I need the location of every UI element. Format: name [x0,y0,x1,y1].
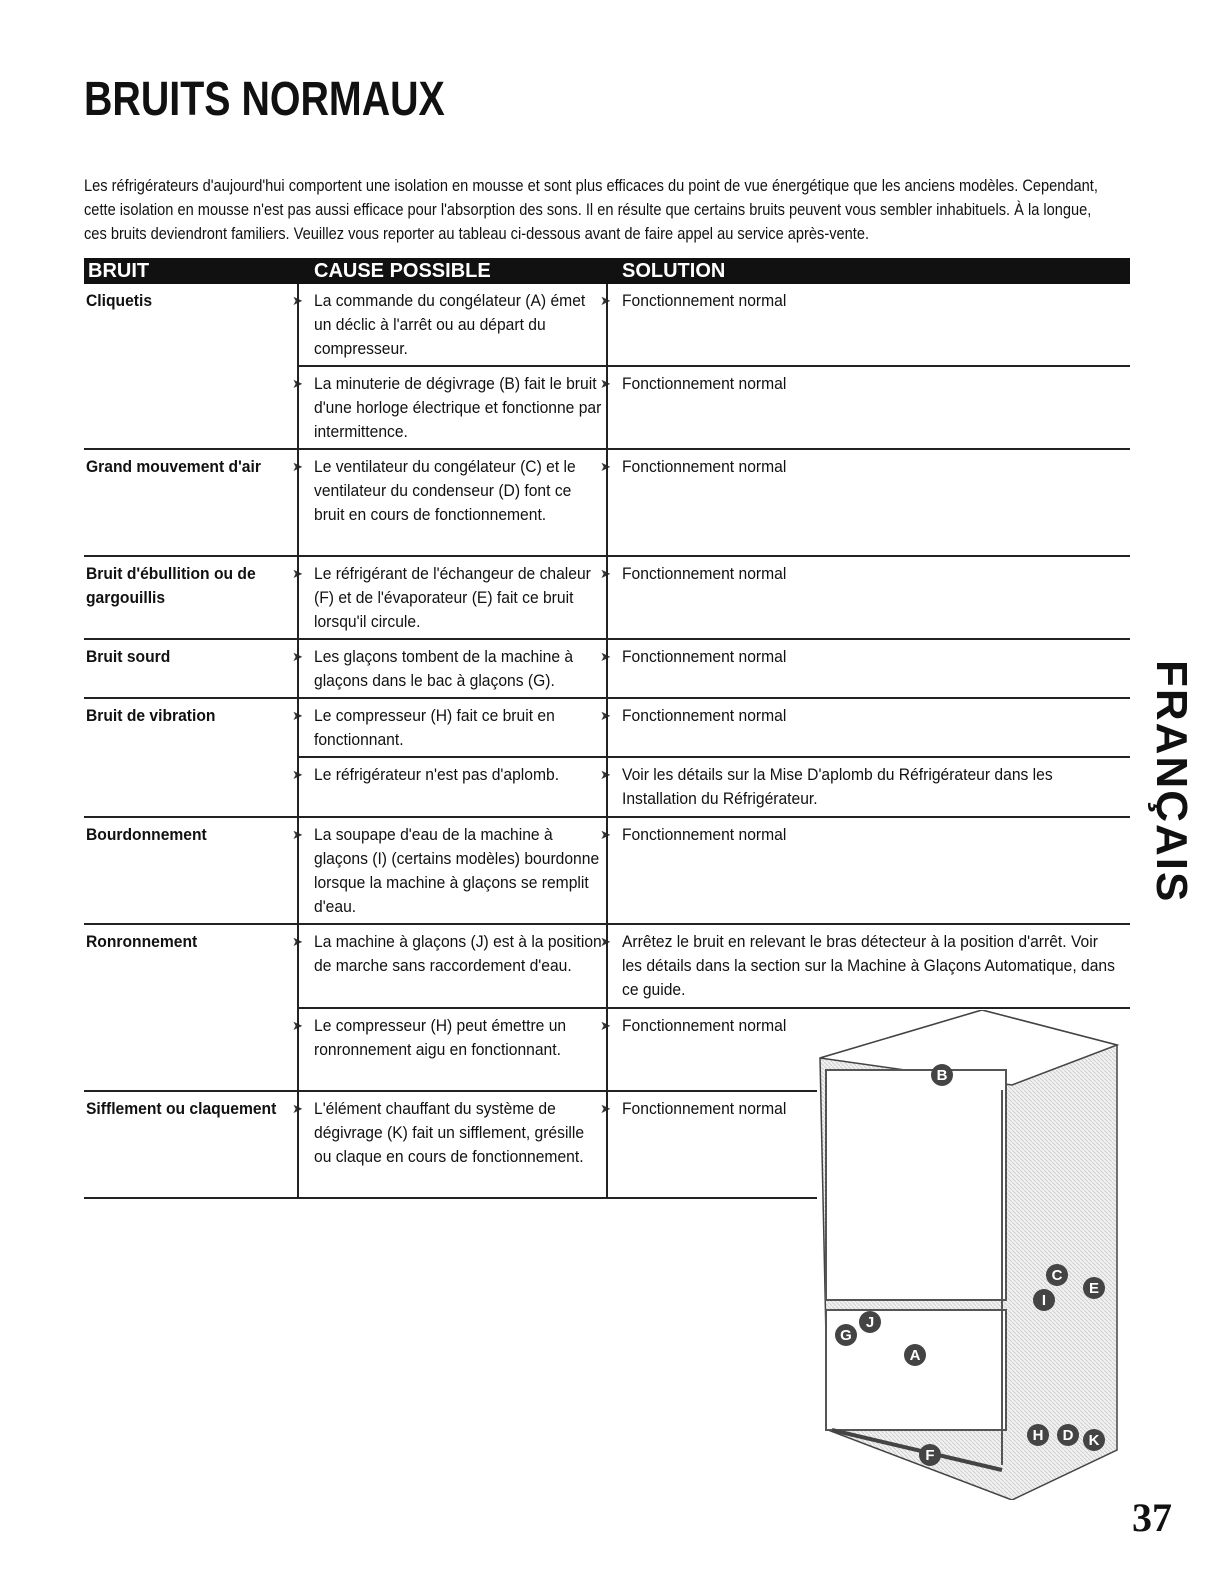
svg-text:E: E [1088,1280,1100,1297]
header-noise: BRUIT [88,260,150,282]
arrow-icon: ➤ [600,1018,611,1033]
arrow-icon: ➤ [600,1101,611,1116]
arrow-icon: ➤ [600,708,611,723]
column-divider [606,284,608,1199]
solution-cell: ➤ Fonctionnement normal [622,562,1122,586]
cause-cell: ➤ Les glaçons tombent de la machine à glaçons dans le bac à glaçons (G). [292,647,574,690]
solution-cell: ➤ Arrêtez le bruit en relevant le bras détecteur à la position d'arrêt. Voir les détails dans la section sur la Machine à Glaçons Automatique, dans ce guide. [600,932,1115,999]
arrow-icon: ➤ [292,827,303,842]
callout-badge [1083,1277,1105,1299]
svg-text:G: G [840,1327,852,1344]
page-title: BRUITS NORMAUX [84,73,445,126]
arrow-icon: ➤ [292,566,303,581]
solution-cell: ➤ Fonctionnement normal [622,372,1122,396]
svg-text:B: B [936,1067,948,1084]
arrow-icon: ➤ [292,293,303,308]
callout-badge [1033,1289,1055,1311]
cause-cell: ➤ La minuterie de dégivrage (B) fait le bruit d'une horloge électrique et fonctionne par intermittence. [292,374,602,441]
solution-cell: ➤ Fonctionnement normal [622,823,1122,847]
svg-text:J: J [865,1314,875,1331]
cause-cell: ➤ Le compresseur (H) peut émettre un ronronnement aigu en fonctionnant. [292,1016,567,1059]
callout-badge [931,1064,953,1086]
arrow-icon: ➤ [600,827,611,842]
noise-cell: Bruit sourd [86,647,171,666]
svg-text:I: I [1041,1292,1047,1309]
cause-cell: ➤ L'élément chauffant du système de dégivrage (K) fait un sifflement, grésille ou claque en cours de fonctionnement. [292,1099,585,1166]
intro-text: Les réfrigérateurs d'aujourd'hui comportent une isolation en mousse et sont plus efficaces du point de vue énergétique que les anciens modèles. Cependant, cette isolation en mousse n'est pas aussi efficace pour l'absorption des sons. Il en résulte que certains bruits peuvent vous sembler inhabituels. À la longue, ces bruits deviendront familiers. Veuillez vous reporter au tableau ci-dessous avant de faire appel au service après-vente. [84,176,1098,243]
side-label-text: FRANÇAIS [1147,660,1196,904]
svg-text:K: K [1088,1432,1100,1449]
solution-cell: ➤ Fonctionnement normal [622,645,1122,669]
noise-cell: Sifflement ou claquement [86,1099,277,1118]
noise-cell: Ronronnement [86,932,198,951]
noise-cell: Bruit de vibration [86,706,216,725]
row-divider [84,1197,817,1199]
arrow-icon: ➤ [600,767,611,782]
noise-cell: Bourdonnement [86,825,207,844]
arrow-icon: ➤ [600,459,611,474]
svg-text:D: D [1062,1427,1074,1444]
solution-cell: ➤ Fonctionnement normal [622,455,1122,479]
callout-badge [1046,1264,1068,1286]
callout-badge [1083,1429,1105,1451]
callout-badge [919,1444,941,1466]
svg-text:C: C [1051,1267,1063,1284]
callout-badge [904,1344,926,1366]
svg-text:A: A [909,1347,921,1364]
intro-paragraph [84,174,1099,246]
solution-cell: ➤ Voir les détails sur la Mise D'aplomb du Réfrigérateur dans les Installation du Réfrigérateur. [600,765,1053,808]
callout-badge [835,1324,857,1346]
arrow-icon: ➤ [292,708,303,723]
callout-badge [1057,1424,1079,1446]
arrow-icon: ➤ [600,649,611,664]
arrow-icon: ➤ [292,934,303,949]
cause-cell: ➤ La machine à glaçons (J) est à la position de marche sans raccordement d'eau. [292,932,602,975]
solution-cell: ➤ Fonctionnement normal [622,1097,1122,1121]
arrow-icon: ➤ [292,1101,303,1116]
refrigerator-diagram [812,1010,1132,1500]
arrow-icon: ➤ [292,649,303,664]
table-header [84,258,1130,284]
noise-cell: Bruit d'ébullition ou de gargouillis [86,564,256,607]
solution-cell: ➤ Fonctionnement normal [622,289,1122,313]
cause-cell: ➤ Le réfrigérateur n'est pas d'aplomb. [314,763,604,787]
arrow-icon: ➤ [292,376,303,391]
arrow-icon: ➤ [292,459,303,474]
arrow-icon: ➤ [600,293,611,308]
cause-cell: ➤ La soupape d'eau de la machine à glaçons (I) (certains modèles) bourdonne lorsque la machine à glaçons se remplit d'eau. [292,825,600,916]
cause-cell: ➤ Le compresseur (H) fait ce bruit en fonctionnant. [292,706,555,749]
cause-cell: ➤ Le réfrigérant de l'échangeur de chaleur (F) et de l'évaporateur (E) fait ce bruit lorsqu'il circule. [292,564,591,631]
callout-badge [1027,1424,1049,1446]
header-solution: SOLUTION [622,260,726,282]
cause-cell: ➤ Le ventilateur du congélateur (C) et le ventilateur du condenseur (D) font ce bruit en cours de fonctionnement. [292,457,576,524]
arrow-icon: ➤ [292,767,303,782]
page-number: 37 [1132,1495,1172,1540]
arrow-icon: ➤ [600,376,611,391]
svg-text:H: H [1032,1427,1044,1444]
noise-cell: Grand mouvement d'air [86,457,261,476]
language-tab [1146,660,1196,903]
solution-cell: ➤ Fonctionnement normal [622,1014,1122,1038]
svg-text:F: F [925,1447,935,1464]
arrow-icon: ➤ [600,566,611,581]
cause-cell: ➤ La commande du congélateur (A) émet un déclic à l'arrêt ou au départ du compresseur. [292,291,586,358]
solution-cell: ➤ Fonctionnement normal [622,704,1122,728]
column-divider [297,284,299,1199]
arrow-icon: ➤ [292,1018,303,1033]
arrow-icon: ➤ [600,934,611,949]
noise-cell: Cliquetis [86,291,153,310]
header-cause: CAUSE POSSIBLE [314,260,491,282]
callout-badge [859,1311,881,1333]
